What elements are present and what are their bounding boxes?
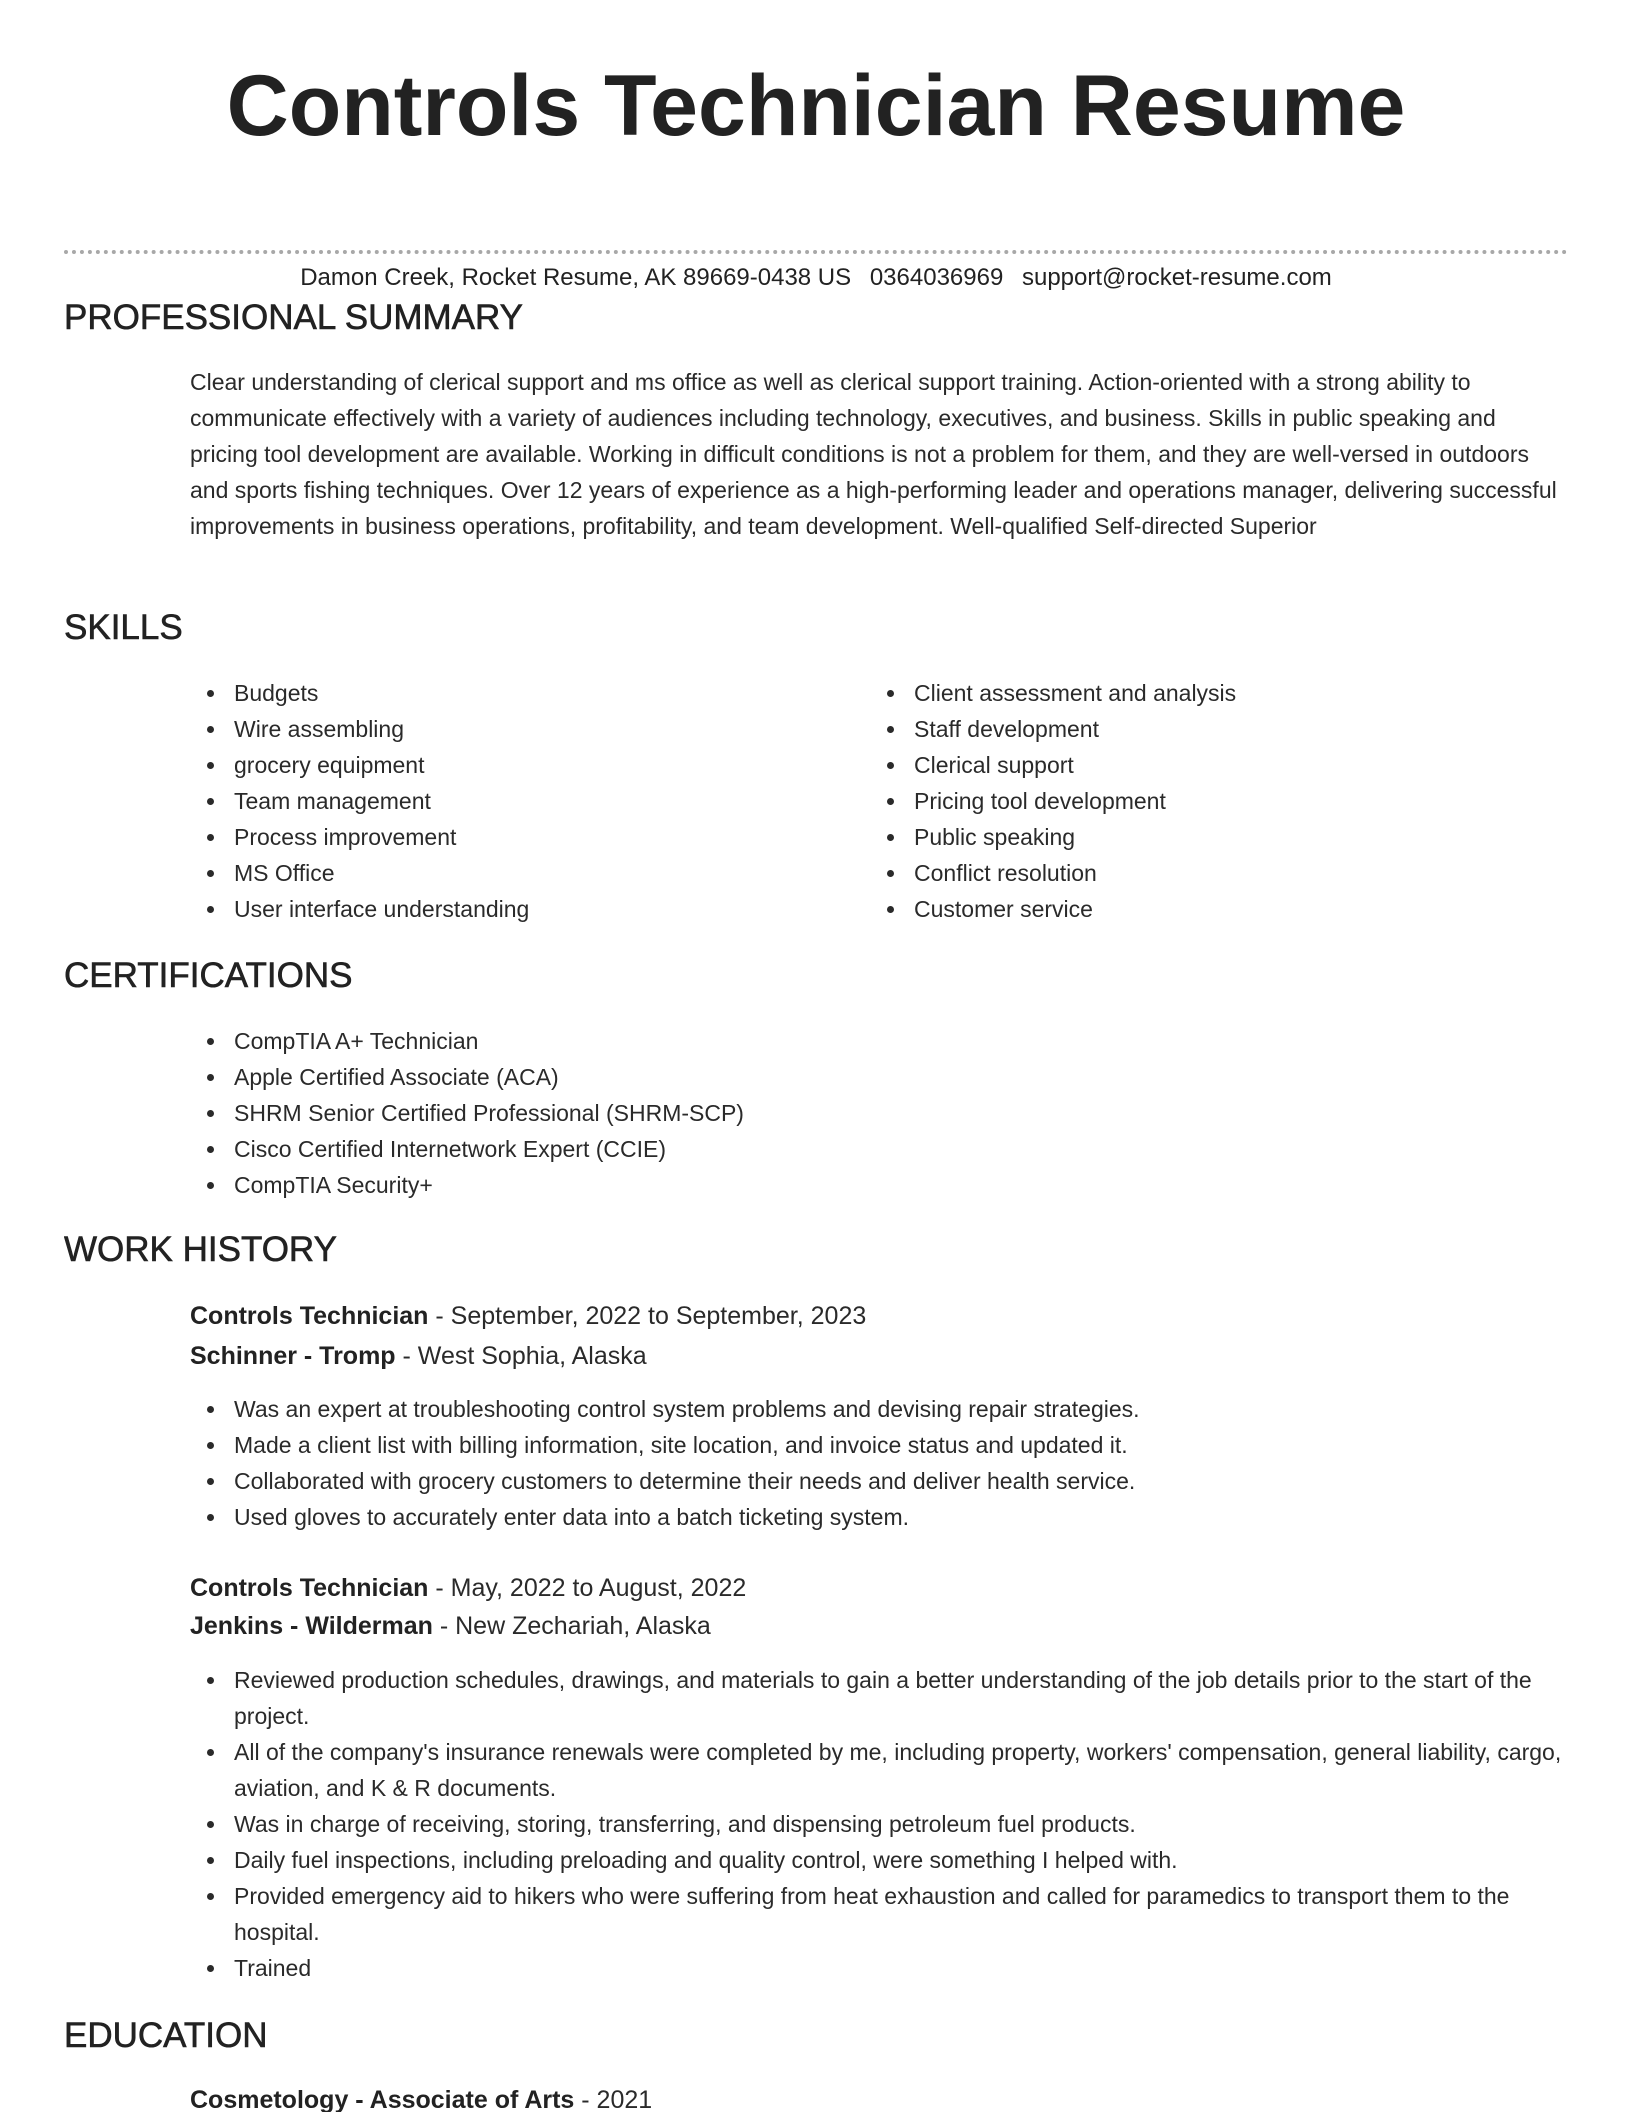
contact-phone: 0364036969 [869,264,1004,291]
list-item: Customer service [870,891,1236,927]
skills-list-left [190,675,529,927]
list-item: Was an expert at troubleshooting control system problems and devising repair strategies. [190,1391,1568,1427]
education-entry [190,2082,652,2112]
education-degree: Cosmetology - Associate of Arts [190,2086,575,2112]
list-item: Budgets [190,675,529,711]
job-1-location: - West Sophia, Alaska [395,1342,647,1370]
list-item: Provided emergency aid to hikers who were suffering from heat exhaustion and called for paramedics to transport them to the hospital. [190,1878,1568,1950]
list-item: SHRM Senior Certified Professional (SHRM-SCP) [190,1095,744,1131]
list-item: Wire assembling [190,711,529,747]
list-item: Used gloves to accurately enter data into a batch ticketing system. [190,1499,1568,1535]
list-item: Conflict resolution [870,855,1236,891]
job-2-role: Controls Technician [190,1574,429,1602]
list-item: Public speaking [870,819,1236,855]
list-item: CompTIA A+ Technician [190,1023,744,1059]
job-2-company-line [190,1608,711,1644]
list-item: Client assessment and analysis [870,675,1236,711]
job-1-bullets [190,1391,1568,1535]
list-item: All of the company's insurance renewals were completed by me, including property, workers' compensation, general liability, cargo, aviation, and K & R documents. [190,1734,1568,1806]
certifications-list [190,1023,744,1203]
list-item: Team management [190,783,529,819]
job-2-company: Jenkins - Wilderman [190,1612,433,1640]
list-item: Clerical support [870,747,1236,783]
education-heading: EDUCATION [64,2016,268,2055]
contact-address: Damon Creek, Rocket Resume, AK 89669-0438 US [300,264,852,291]
list-item: Reviewed production schedules, drawings, and materials to gain a better understanding of the job details prior to the start of the project. [190,1662,1568,1734]
list-item: Apple Certified Associate (ACA) [190,1059,744,1095]
list-item: Process improvement [190,819,529,855]
list-item: CompTIA Security+ [190,1167,744,1203]
work-history-heading: WORK HISTORY [64,1230,337,1269]
list-item: Was in charge of receiving, storing, transferring, and dispensing petroleum fuel products. [190,1806,1568,1842]
job-2-title-line [190,1570,746,1606]
list-item: Trained [190,1950,1568,1986]
skills-list-right [870,675,1236,927]
resume-page [64,0,1568,2112]
list-item: Cisco Certified Internetwork Expert (CCIE) [190,1131,744,1167]
summary-text: Clear understanding of clerical support and ms office as well as clerical support training. Action-oriented with a strong ability to communicate effectively with a variety of audiences including technology, executives, and business. Skills in public speaking and pricing tool development are available. Working in difficult conditions is not a problem for them, and they are well-versed in outdoors and sports fishing techniques. Over 12 years of experience as a high-performing leader and operations manager, delivering successful improvements in business operations, profitability, and team development. Well-qualified Self-directed Superior [190,369,1557,539]
job-2-bullets [190,1662,1568,1986]
contact-line [64,262,1568,294]
list-item: User interface understanding [190,891,529,927]
summary-heading: PROFESSIONAL SUMMARY [64,298,523,337]
list-item: grocery equipment [190,747,529,783]
list-item: Collaborated with grocery customers to determine their needs and deliver health service. [190,1463,1568,1499]
header-divider [64,250,1568,254]
job-1-company: Schinner - Tromp [190,1342,396,1370]
job-1-dates: - September, 2022 to September, 2023 [428,1302,867,1330]
list-item: Made a client list with billing information, site location, and invoice status and updated it. [190,1427,1568,1463]
job-1-company-line [190,1338,647,1374]
education-year: - 2021 [574,2086,653,2112]
skills-heading: SKILLS [64,608,183,647]
list-item: Daily fuel inspections, including preloading and quality control, were something I helped with. [190,1842,1568,1878]
contact-email[interactable]: support@rocket-resume.com [1021,264,1332,291]
list-item: Pricing tool development [870,783,1236,819]
job-2-location: - New Zechariah, Alaska [432,1612,711,1640]
job-2-dates: - May, 2022 to August, 2022 [428,1574,747,1602]
job-1-title-line [190,1298,866,1334]
certifications-heading: CERTIFICATIONS [64,956,353,995]
list-item: Staff development [870,711,1236,747]
job-1-role: Controls Technician [190,1302,429,1330]
resume-title: Controls Technician Resume [226,58,1406,154]
list-item: MS Office [190,855,529,891]
